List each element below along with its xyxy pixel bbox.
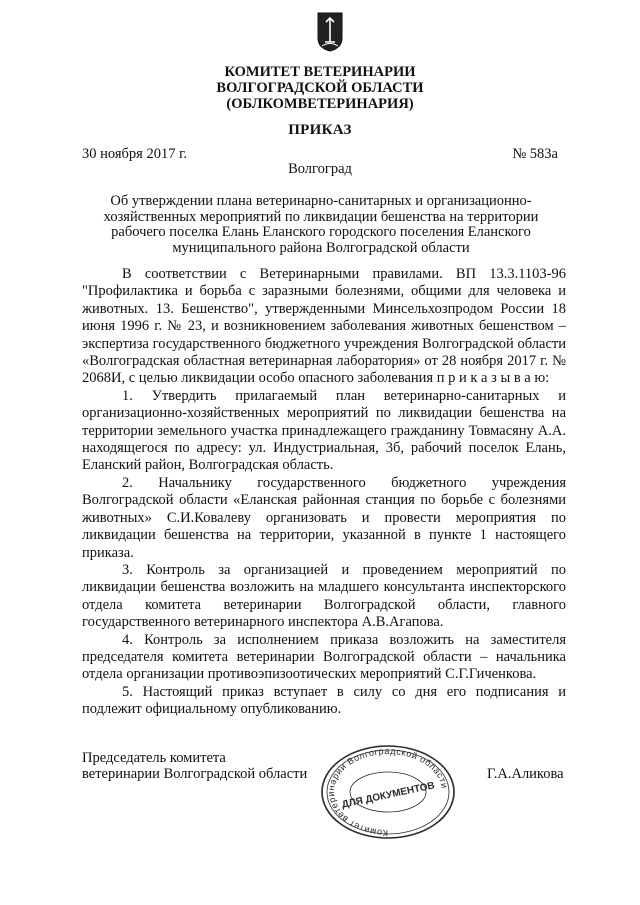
signature-title-line1: Председатель комитета xyxy=(82,750,226,766)
org-name-line1: КОМИТЕТ ВЕТЕРИНАРИИ xyxy=(224,64,416,80)
org-name-line3: (ОБЛКОМВЕТЕРИНАРИЯ) xyxy=(226,96,414,112)
volgograd-emblem-icon xyxy=(317,12,343,52)
document-number: № 583а xyxy=(512,146,558,162)
body-item-5: 5. Настоящий приказ вступает в силу со дня его подписания и подлежит официальному опубликованию. xyxy=(82,683,566,718)
signer-name: Г.А.Аликова xyxy=(487,766,564,782)
org-name-line2: ВОЛГОГРАДСКОЙ ОБЛАСТИ xyxy=(216,80,424,96)
document-city: Волгоград xyxy=(288,161,352,177)
document-subject: Об утверждении плана ветеринарно-санитарных и организационно-хозяйственных мероприятий по ликвидации бешенства на территории рабочего поселка Елань Еланского городского поселения Еланского муниципального района Волгоградской области xyxy=(103,193,539,256)
body-item-2: 2. Начальнику государственного бюджетного учреждения Волгоградской области «Еланская районная станция по борьбе с болезнями животных» С.И.Ковалеву организовать и провести мероприятия по ликвидации бешенства на территории, указанной в пункте 1 настоящего приказа. xyxy=(82,474,566,561)
signature-title-line2: ветеринарии Волгоградской области xyxy=(82,766,308,782)
stamp-ring-text: Комитет ветеринарии Волгоградской области xyxy=(325,745,450,839)
document-date: 30 ноября 2017 г. xyxy=(82,146,188,162)
body-preamble: В соответствии с Ветеринарными правилами. ВП 13.3.1103-96 "Профилактика и борьба с заразными болезнями, общими для человека и животных. 13. Бешенство", утвержденными Минсельхозпродом России 18 июня 1996 г. № 23, и возникновением заболевания животных бешенством – экспертиза государственного бюджетного учреждения Волгоградской области «Волгоградская областная ветеринарная лаборатория» от 28 ноября 2017 г. № 2068И, с целью ликвидации особо опасного заболевания п р и к а з ы в а ю: xyxy=(82,266,566,387)
stamp-center-text: ДЛЯ ДОКУМЕНТОВ xyxy=(340,780,436,811)
official-stamp xyxy=(314,742,462,842)
body-item-4: 4. Контроль за исполнением приказа возложить на заместителя председателя комитета ветеринарии Волгоградской области – начальника отдела организации противоэпизоотических мероприятий С.Г.Гиченкова. xyxy=(82,631,566,683)
document-type: ПРИКАЗ xyxy=(288,122,352,138)
body-item-1: 1. Утвердить прилагаемый план ветеринарно-санитарных и организационно-хозяйственных мероприятий по ликвидации бешенства на территории земельного участка принадлежащего гражданину Товмасяну А.А. находящегося по адресу: ул. Индустриальная, 3б, рабочий поселок Елань, Еланский район, Волгоградская область. xyxy=(82,387,566,474)
document-body xyxy=(82,266,566,719)
signature-title xyxy=(82,750,307,782)
body-item-3: 3. Контроль за организацией и проведением мероприятий по ликвидации бешенства возложить на младшего консультанта инспекторского отдела комитета ветеринарии Волгоградской области, главного государственного ветеринарного инспектора А.В.Агапова. xyxy=(82,561,566,631)
